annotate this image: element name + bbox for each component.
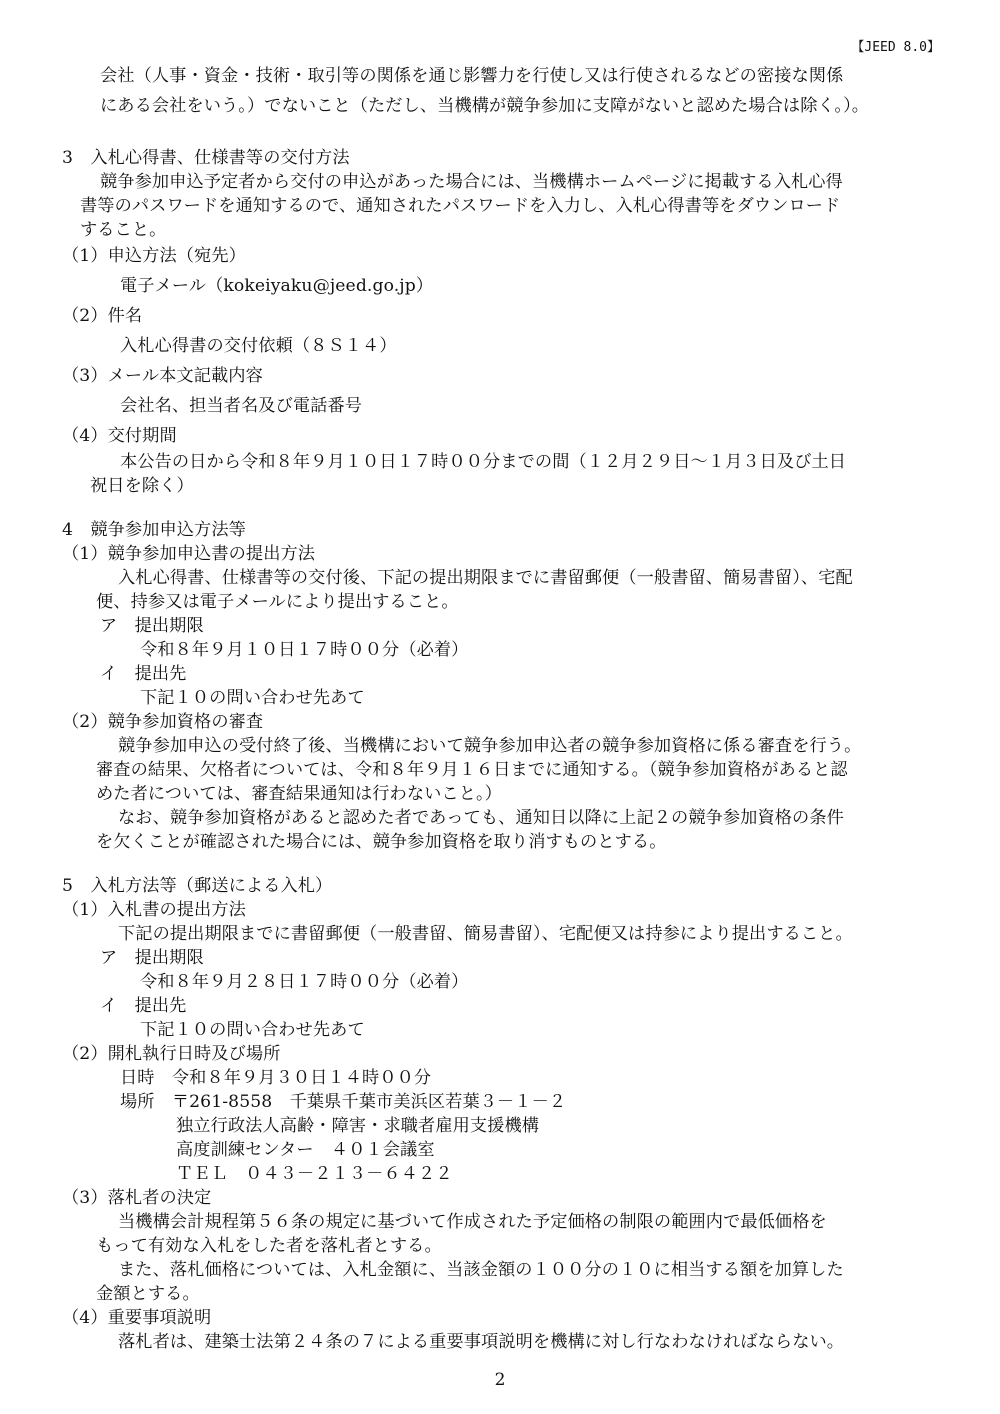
text-line: ＴＥＬ ０４３－２１３－６４２２ — [176, 1164, 453, 1184]
text-line: 会社（人事・資金・技術・取引等の関係を通じ影響力を行使し又は行使されるなどの密接な関係 — [100, 66, 844, 86]
text-line: 令和８年９月２８日１７時００分（必着） — [140, 972, 469, 992]
subsection-heading: （2）開札執行日時及び場所 — [62, 1044, 281, 1064]
subsection-heading: （4）重要事項説明 — [62, 1308, 212, 1328]
text-line: 金額とする。 — [96, 1284, 200, 1304]
text-line: 競争参加申込予定者から交付の申込があった場合には、当機構ホームページに掲載する入札心得 — [100, 172, 843, 192]
text-line: 下記の提出期限までに書留郵便（一般書留、簡易書留）、宅配便又は持参により提出すること。 — [118, 924, 853, 944]
text-line: 審査の結果、欠格者については、令和８年９月１６日までに通知する。（競争参加資格があると認 — [96, 760, 848, 780]
text-line: 場所 〒261-8558 千葉県千葉市美浜区若葉３－１－２ — [120, 1092, 567, 1112]
text-line: 会社名、担当者名及び電話番号 — [120, 396, 363, 416]
text-line: 令和８年９月１０日１７時００分（必着） — [140, 640, 469, 660]
text-line: 下記１０の問い合わせ先あて — [140, 688, 365, 708]
text-line: 競争参加申込の受付終了後、当機構において競争参加申込者の競争参加資格に係る審査を行う。 — [118, 736, 862, 756]
item-heading: イ 提出先 — [100, 664, 187, 684]
section-heading: 3 入札心得書、仕様書等の交付方法 — [62, 148, 350, 168]
text-line: 入札心得書の交付依頼（８Ｓ１４） — [120, 336, 397, 356]
document-code: 【JEED 8.0】 — [851, 40, 940, 55]
text-line: 祝日を除く） — [90, 476, 194, 496]
text-line: もって有効な入札をした者を落札者とする。 — [96, 1236, 442, 1256]
text-line: 高度訓練センター ４０１会議室 — [176, 1140, 435, 1160]
text-line: にある会社をいう。）でないこと（ただし、当機構が競争参加に支障がないと認めた場合は除く。）。 — [100, 96, 870, 116]
page-number: 2 — [494, 1370, 506, 1390]
text-line: 下記１０の問い合わせ先あて — [140, 1020, 365, 1040]
text-line: すること。 — [80, 220, 167, 240]
text-line: を欠くことが確認された場合には、競争参加資格を取り消すものとする。 — [96, 832, 667, 852]
text-line: 本公告の日から令和８年９月１０日１７時００分までの間（１２月２９日～１月３日及び土日 — [120, 452, 847, 472]
text-line: また、落札価格については、入札金額に、当該金額の１００分の１０に相当する額を加算した — [118, 1260, 844, 1280]
text-line: 便、持参又は電子メールにより提出すること。 — [96, 592, 459, 612]
subsection-heading: （1）競争参加申込書の提出方法 — [62, 544, 316, 564]
subsection-heading: （3）メール本文記載内容 — [62, 366, 263, 386]
text-line: 当機構会計規程第５６条の規定に基づいて作成された予定価格の制限の範囲内で最低価格を — [118, 1212, 827, 1232]
text-line: なお、競争参加資格があると認めた者であっても、通知日以降に上記２の競争参加資格の条件 — [118, 808, 844, 828]
item-heading: ア 提出期限 — [100, 616, 204, 636]
subsection-heading: （3）落札者の決定 — [62, 1188, 212, 1208]
text-line: 書等のパスワードを通知するので、通知されたパスワードを入力し、入札心得書等をダウンロード — [80, 196, 841, 216]
text-line: 落札者は、建築士法第２４条の７による重要事項説明を機構に対し行なわなければならない。 — [118, 1332, 845, 1352]
item-heading: イ 提出先 — [100, 996, 187, 1016]
text-line: 入札心得書、仕様書等の交付後、下記の提出期限までに書留郵便（一般書留、簡易書留）、宅配 — [118, 568, 853, 588]
text-line: めた者については、審査結果通知は行わないこと。） — [96, 784, 502, 804]
subsection-heading: （4）交付期間 — [62, 426, 177, 446]
text-line: 独立行政法人高齢・障害・求職者雇用支援機構 — [176, 1116, 540, 1136]
subsection-heading: （2）競争参加資格の審査 — [62, 712, 264, 732]
subsection-heading: （2）件名 — [62, 306, 143, 326]
text-line: 電子メール（kokeiyaku@jeed.go.jp） — [120, 276, 434, 296]
subsection-heading: （1）入札書の提出方法 — [62, 900, 246, 920]
section-heading: 4 競争参加申込方法等 — [62, 520, 246, 540]
section-heading: 5 入札方法等（郵送による入札） — [62, 876, 333, 896]
text-line: 日時 令和８年９月３０日１４時００分 — [120, 1068, 432, 1088]
subsection-heading: （1）申込方法（宛先） — [62, 246, 246, 266]
item-heading: ア 提出期限 — [100, 948, 204, 968]
